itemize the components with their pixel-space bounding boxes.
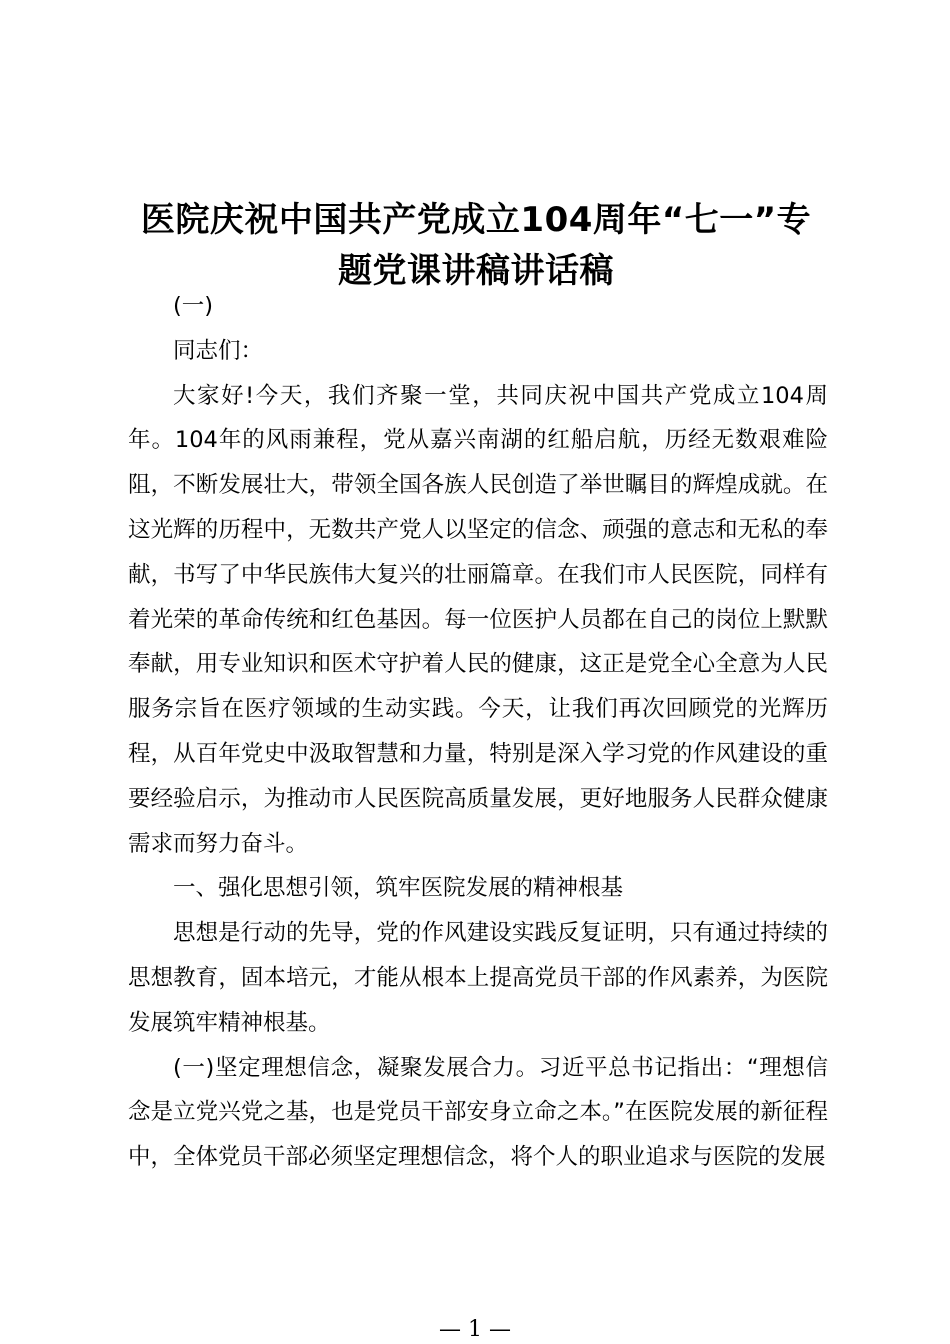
document-body <box>128 284 828 1180</box>
title-line-2: 题党课讲稿讲话稿 <box>338 250 614 291</box>
page-number: — 1 — <box>439 1317 511 1342</box>
body-paragraph: 思想是行动的先导，党的作风建设实践反复证明，只有通过持续的思想教育，固本培元，才能从根本上提高党员干部的作风素养，为医院发展筑牢精神根基。 <box>128 920 828 1036</box>
document-title <box>120 195 832 297</box>
title-line-1: 医院庆祝中国共产党成立104周年“七一”专 <box>140 199 812 240</box>
section-marker: (一) <box>173 293 214 319</box>
body-paragraph: (一)坚定理想信念，凝聚发展合力。习近平总书记指出：“理想信念是立党兴党之基，也是党员干部安身立命之本。”在医院发展的新征程中，全体党员干部必须坚定理想信念，将个人的职业追求与医院的发展 <box>128 1054 828 1171</box>
body-paragraph: 大家好!今天，我们齐聚一堂，共同庆祝中国共产党成立104周年。104年的风雨兼程，党从嘉兴南湖的红船启航，历经无数艰难险阻，不断发展壮大，带领全国各族人民创造了举世瞩目的辉煌成就。在这光辉的历程中，无数共产党人以坚定的信念、顽强的意志和无私的奉献，书写了中华民族伟大复兴的壮丽篇章。在我们市人民医院，同样有着光荣的革命传统和红色基因。每一位医护人员都在自己的岗位上默默奉献，用专业知识和医术守护着人民的健康，这正是党全心全意为人民服务宗旨在医疗领域的生动实践。今天，让我们再次回顾党的光辉历程，从百年党史中汲取智慧和力量，特别是深入学习党的作风建设的重要经验启示，为推动市人民医院高质量发展，更好地服务人民群众健康需求而努力奋斗。 <box>128 382 828 857</box>
section-heading: 一、强化思想引领，筑牢医院发展的精神根基 <box>173 875 624 902</box>
salutation: 同志们： <box>173 337 264 364</box>
